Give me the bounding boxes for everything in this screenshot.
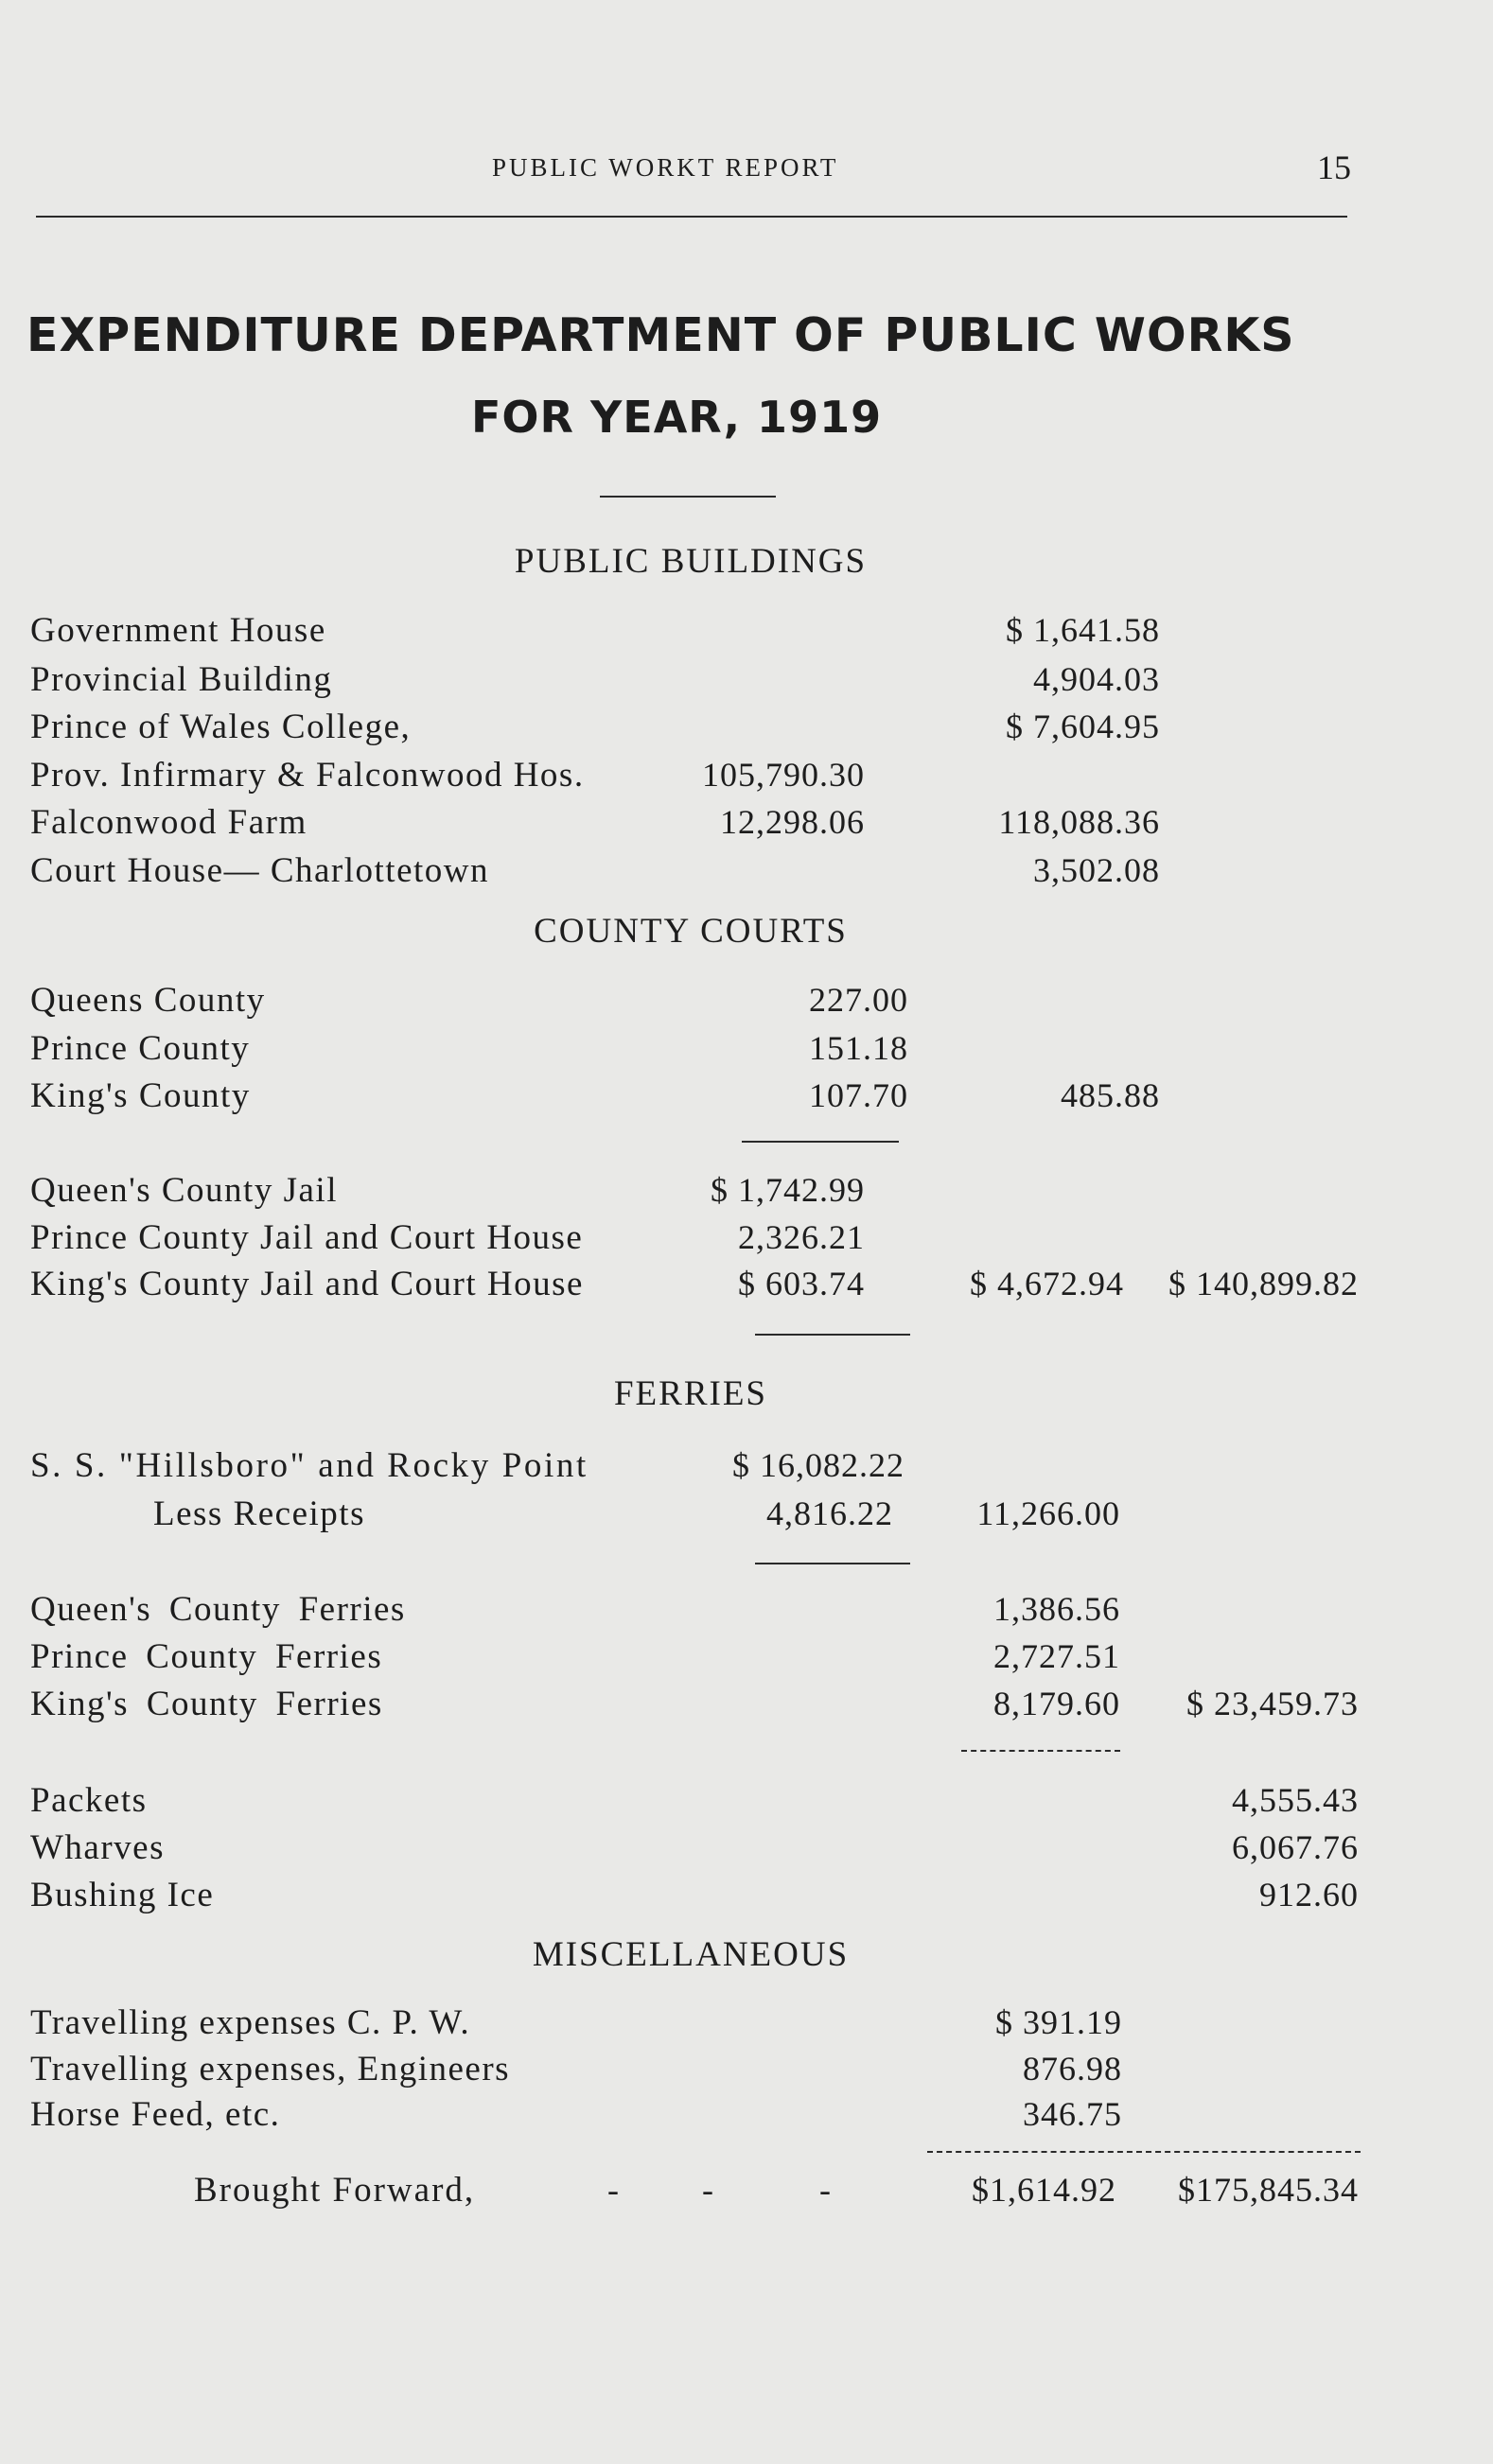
row-amount: $ 140,899.82 (1168, 1265, 1359, 1302)
running-head (0, 149, 1493, 187)
row-label: Government House (30, 611, 326, 650)
row-label: S. S. "Hillsboro" and Rocky Point (30, 1446, 588, 1485)
row-label: Prince County (30, 1029, 251, 1068)
row-label: Queens County (30, 981, 266, 1020)
row-label: Packets (30, 1781, 148, 1820)
row-label: Prov. Infirmary & Falconwood Hos. (30, 756, 585, 795)
row-amount: 4,904.03 (1033, 660, 1160, 698)
table-row (0, 1264, 1493, 1311)
table-row (0, 2094, 1493, 2141)
title-line-2: FOR YEAR, 1919 (471, 392, 883, 443)
row-amount: $ 7,604.95 (1006, 708, 1160, 745)
subtotal-rule (961, 1750, 1120, 1752)
row-label: Provincial Building (30, 660, 333, 699)
running-title: PUBLIC WORKT REPORT (492, 153, 839, 182)
row-amount: 4,555.43 (1232, 1781, 1359, 1819)
table-row (0, 707, 1493, 754)
table-row (0, 1217, 1493, 1265)
subtotal-rule (742, 1141, 899, 1143)
leader-dash: - (607, 2171, 619, 2209)
row-label: Travelling expenses C. P. W. (30, 2003, 471, 2042)
table-row (0, 1684, 1493, 1731)
row-label: King's County (30, 1076, 251, 1115)
row-label: King's County Ferries (30, 1685, 383, 1723)
row-label: Bushing Ice (30, 1876, 215, 1914)
row-amount: 485.88 (1061, 1076, 1160, 1114)
row-amount: 2,326.21 (738, 1218, 865, 1256)
table-row (0, 755, 1493, 802)
brought-forward-label: Brought Forward, (194, 2171, 476, 2210)
table-row (0, 850, 1493, 898)
row-amount: 3,502.08 (1033, 851, 1160, 889)
table-row (0, 1780, 1493, 1827)
brought-forward-total: $175,845.34 (1178, 2171, 1359, 2209)
brought-forward-subtotal: $1,614.92 (972, 2171, 1116, 2209)
row-amount: 912.60 (1259, 1876, 1359, 1914)
row-amount: $ 23,459.73 (1186, 1685, 1359, 1722)
table-row (0, 802, 1493, 849)
table-row (0, 1875, 1493, 1922)
section-heading-county-courts: COUNTY COURTS (534, 912, 848, 951)
row-label: Queen's County Ferries (30, 1590, 406, 1629)
row-label: Prince County Jail and Court House (30, 1218, 584, 1257)
row-amount: 2,727.51 (993, 1637, 1120, 1675)
table-row (0, 1589, 1493, 1636)
table-row (0, 1170, 1493, 1217)
title-line-1: EXPENDITURE DEPARTMENT OF PUBLIC WORKS (26, 308, 1295, 362)
subtotal-rule (755, 1563, 910, 1564)
row-label: Horse Feed, etc. (30, 2095, 281, 2134)
table-row (0, 1494, 1493, 1541)
row-label: Travelling expenses, Engineers (30, 2050, 511, 2088)
brought-forward-row (0, 2170, 1493, 2217)
row-amount: $ 1,641.58 (1006, 611, 1160, 649)
row-label: King's County Jail and Court House (30, 1265, 584, 1303)
row-amount: 227.00 (809, 981, 908, 1019)
row-amount: 12,298.06 (720, 803, 865, 841)
row-amount: 151.18 (809, 1029, 908, 1067)
row-amount: 4,816.22 (766, 1494, 893, 1532)
row-label: Prince County Ferries (30, 1637, 383, 1676)
table-row (0, 1827, 1493, 1875)
section-heading-miscellaneous: MISCELLANEOUS (532, 1935, 850, 1974)
title-rule (600, 496, 776, 498)
header-rule (36, 216, 1347, 218)
table-row (0, 980, 1493, 1027)
total-rule (927, 2151, 1361, 2153)
row-label: Court House— Charlottetown (30, 851, 490, 890)
row-amount: 346.75 (1023, 2095, 1122, 2133)
row-amount: 1,386.56 (993, 1590, 1120, 1628)
row-amount: $ 603.74 (738, 1265, 865, 1302)
table-row (0, 1075, 1493, 1123)
row-label: Queen's County Jail (30, 1171, 338, 1210)
subtotal-rule (755, 1334, 910, 1336)
row-amount: $ 391.19 (995, 2003, 1122, 2041)
row-amount: 118,088.36 (998, 803, 1160, 841)
row-amount: 107.70 (809, 1076, 908, 1114)
table-row (0, 2002, 1493, 2050)
row-amount: 876.98 (1023, 2050, 1122, 2088)
table-row (0, 2049, 1493, 2096)
section-heading-ferries: FERRIES (613, 1374, 768, 1413)
row-amount: $ 1,742.99 (711, 1171, 865, 1209)
table-row (0, 659, 1493, 707)
row-amount: 8,179.60 (993, 1685, 1120, 1722)
table-row (0, 1445, 1493, 1493)
row-label: Falconwood Farm (30, 803, 307, 842)
page-number: 15 (1317, 149, 1351, 186)
row-amount: $ 4,672.94 (970, 1265, 1124, 1302)
row-label: Wharves (30, 1828, 165, 1867)
row-amount: 105,790.30 (702, 756, 865, 794)
row-amount: 11,266.00 (976, 1494, 1120, 1532)
section-heading-public-buildings: PUBLIC BUILDINGS (514, 542, 868, 581)
table-row (0, 1636, 1493, 1684)
row-amount: 6,067.76 (1232, 1828, 1359, 1866)
table-row (0, 610, 1493, 657)
leader-dash: - (702, 2171, 713, 2209)
row-label: Less Receipts (153, 1494, 365, 1533)
table-row (0, 1028, 1493, 1075)
leader-dash: - (819, 2171, 831, 2209)
row-amount: $ 16,082.22 (732, 1446, 905, 1484)
row-label: Prince of Wales College, (30, 708, 412, 746)
